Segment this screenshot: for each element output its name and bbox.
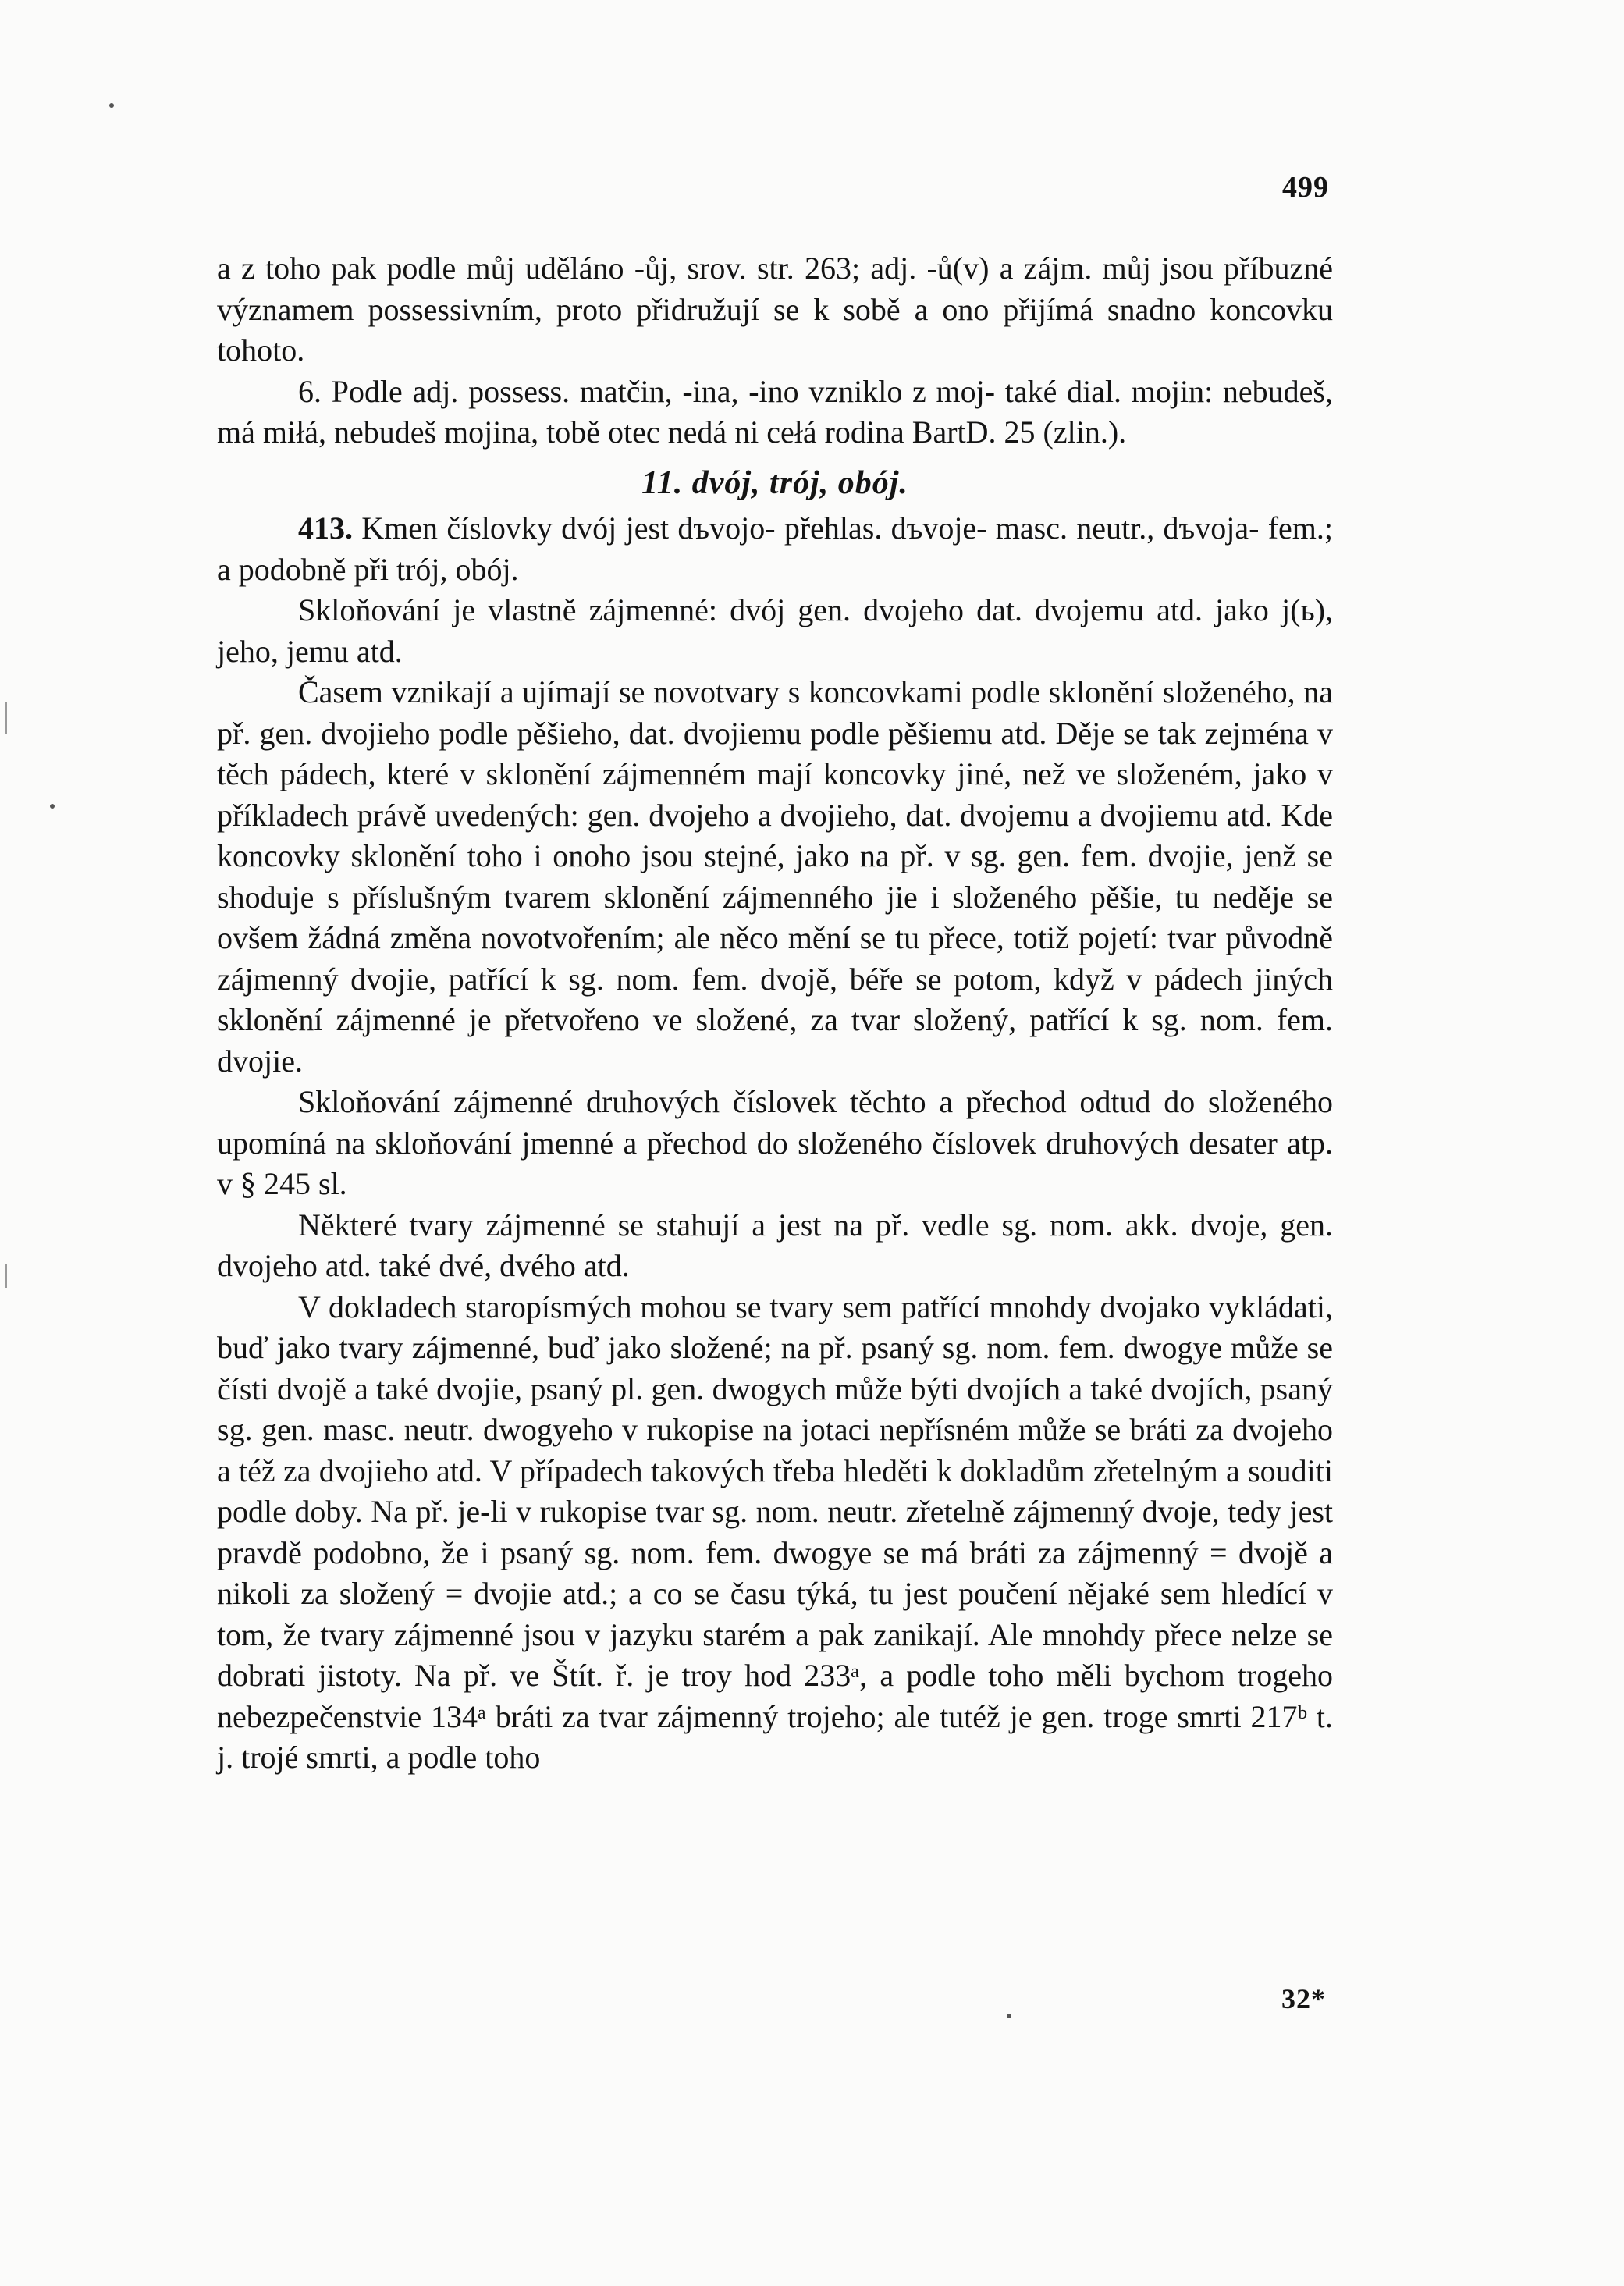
page-number: 499 [1282, 171, 1329, 204]
speck [109, 103, 114, 108]
paragraph-text: Kmen číslovky dvój jest dъvojo- přehlas. dъvoje- masc. neutr., dъvoja- fem.; a podobně při trój, obój. [217, 510, 1334, 587]
paragraph: V dokladech staropísmých mohou se tvary sem patřící mnohdy dvojako vykládati, buď jako tvary zájmenné, buď jako složené; na př. psaný sg. nom. fem. dwogye může se čísti dvojě a také dvojie, psaný pl. gen. dwogych může býti dvojích a také dvojích, psaný sg. gen. masc. neutr. dwogyeho v rukopise na jotaci nepřísném může se bráti za dvojeho a též za dvojieho atd. V případech takových třeba hleděti k dokladům zřetelným a souditi podle doby. Na př. je-li v rukopise tvar sg. nom. neutr. zřetelně zájmenný dvoje, tedy jest pravdě podobno, že i psaný sg. nom. fem. dwogye se má bráti za zájmenný = dvojě a nikoli za složený = dvojie atd.; a co se času týká, tu jest poučení nějaké sem hledící v tom, že tvary zájmenné jsou v jazyku starém a pak zanikají. Ale mnohdy přece nelze se dobrati jistoty. Na př. ve Štít. ř. je troy hod 233ᵃ, a podle toho měli bychom trogeho nebezpečenstvie 134ᵃ bráti za tvar zájmenný trojeho; ale tutéž je gen. troge smrti 217ᵇ t. j. trojé smrti, a podle toho [217, 1289, 1333, 1775]
paragraph: a z toho pak podle můj uděláno -ůj, srov. str. 263; adj. -ů(v) a zájm. můj jsou příbuzné významem possessivním, proto přidružují se k sobě a ono přijímá snadno koncovku tohoto. [217, 251, 1333, 368]
page-edge-mark [5, 1264, 7, 1288]
speck [1007, 2014, 1011, 2018]
paragraph-number: 413. [298, 510, 353, 546]
paragraph [217, 508, 1333, 590]
printer-signature: 32* [1281, 1983, 1326, 2014]
paragraph: Některé tvary zájmenné se stahují a jest na př. vedle sg. nom. akk. dvoje, gen. dvojeho atd. také dvé, dvého atd. [217, 1207, 1333, 1283]
section-heading: 11. dvój, trój, obój. [641, 464, 908, 501]
paragraph: Skloňování je vlastně zájmenné: dvój gen. dvojeho dat. dvojemu atd. jako j(ь), jeho, jemu atd. [217, 592, 1333, 669]
paragraph: Časem vznikají a ujímají se novotvary s koncovkami podle sklonění složeného, na př. gen. dvojieho podle pěšieho, dat. dvojiemu podle pěšiemu atd. Děje se tak zejména v těch pádech, které v sklonění zájmenném mají koncovky jiné, než ve složeném, jako v příkladech právě uvedených: gen. dvojeho a dvojieho, dat. dvojemu a dvojiemu atd. Kde koncovky sklonění toho i onoho jsou stejné, jako na př. v sg. gen. fem. dvojie, jenž se shoduje s příslušným tvarem sklonění zájmenného jie i složeného pěšie, tu neděje se ovšem žádná změna novotvořením; ale něco mění se tu přece, totiž pojetí: tvar původně zájmenný dvojie, patřící k sg. nom. fem. dvojě, béře se potom, když v pádech jiných sklonění zájmenné je přetvořeno ve složené, za tvar složený, patřící k sg. nom. fem. dvojie. [217, 674, 1333, 1079]
paragraph: Skloňování zájmenné druhových číslovek těchto a přechod odtud do složeného upomíná na skloňování jmenné a přechod do složeného číslovek druhových desater atp. v § 245 sl. [217, 1084, 1333, 1201]
body-text [217, 248, 1333, 1779]
speck [50, 804, 55, 809]
paragraph: 6. Podle adj. possess. matčin, -ina, -ino vzniklo z moj- také dial. mojin: nebudeš, má miłá, nebudeš mojina, tobě otec nedá ni cełá rodina BartD. 25 (zlin.). [217, 373, 1333, 450]
page-edge-mark [5, 702, 7, 734]
